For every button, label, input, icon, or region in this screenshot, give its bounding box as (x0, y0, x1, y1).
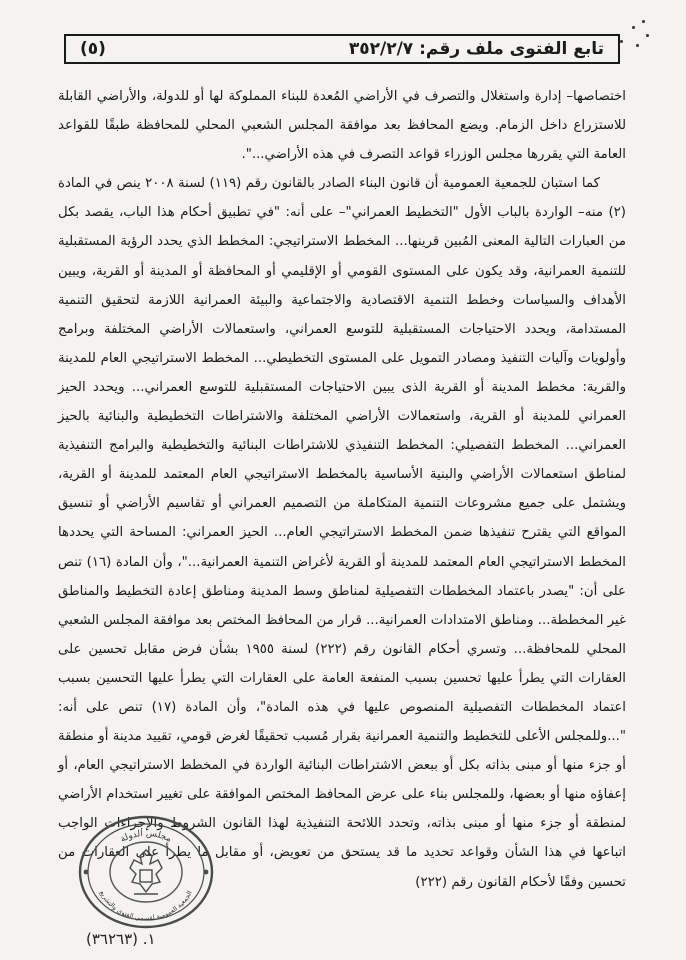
page-number: (٥) (80, 39, 106, 59)
document-serial: ١. (٣٦٢٦٣) (86, 930, 156, 948)
seal-text-top: مجلس الدولة (118, 828, 174, 845)
official-seal (74, 812, 218, 930)
paragraph-2: كما استبان للجمعية العمومية أن قانون البناء الصادر بالقانون رقم (١١٩) لسنة ٢٠٠٨ ينص في المادة (٢) منه– الواردة بالباب الأول "التخطيط العمراني"– على أنه: "في تطبيق أحكام هذا الباب، يقصد بكل من العبارات التالية المعنى المُبين قرينها... المخطط الاستراتيجي: المخطط الذي يحدد الرؤية المستقبلية للتنمية العمرانية، وقد يكون على المستوى القومي أو الإقليمي أو المحافظة أو المدينة أو القرية، ويبين الأهداف والسياسات وخطط التنمية الاقتصادية والاجتماعية والبيئة العمرانية اللازمة لتحقيق التنمية المستدامة، ويحدد الاحتياجات المستقبلية للتوسع العمراني، واستعمالات الأراضي المختلفة وبرامج وأولويات وآليات التنفيذ ومصادر التمويل على المستوى التخطيطي... المخطط الاستراتيجي العام للمدينة والقرية: مخطط المدينة أو القرية الذى يبين الاحتياجات المستقبلية للتوسع العمراني... ويحدد الحيز العمراني للمدينة أو القرية، واستعمالات الأراضي المختلفة والاشتراطات التخطيطية والبنائية بالحيز العمراني... المخطط التفصيلي: المخطط التنفيذي للاشتراطات البنائية والتخطيطية والبرامج التنفيذية لمناطق استعمالات الأراضي والبنية الأساسية بالمخطط الاستراتيجي العام المعتمد للمدينة أو القرية، ويشتمل على جميع مشروعات التنمية المتكاملة من التصميم العمراني أو تقاسيم الأراضي أو تنسيق المواقع التي يقترح تنفيذها ضمن المخطط الاستراتيجي العام... الحيز العمراني: المساحة التي يحددها المخطط الاستراتيجي العام المعتمد للمدينة أو القرية لأغراض التنمية العمرانية..."، وأن المادة (١٦) تنص على أن: "يصدر باعتماد المخططات التفصيلية لمناطق وسط المدينة ومناطق إعادة التخطيط والمناطق غير المخططة... ومناطق الامتدادات العمرانية... قرار من المحافظ المختص بعد موافقة المجلس الشعبي المحلي للمحافظة... وتسري أحكام القانون رقم (٢٢٢) لسنة ١٩٥٥ بشأن فرض مقابل تحسين على العقارات التي يطرأ عليها تحسين بسبب المنفعة العامة على العقارات التي يطرأ عليها التحسين بسبب اعتماد المخططات التفصيلية المنصوص عليها في هذه المادة"، وأن المادة (١٧) تنص على أنه: "...وللمجلس الأعلى للتخطيط والتنمية العمرانية بقرار مُسبب تحقيقًا لغرض قومي، تقييد مدينة أو منطقة أو جزء منها أو مبنى بذاته بكل أو ببعض الاشتراطات البنائية الواردة في المخطط الاستراتيجي العام، أو إعفاؤه منها أو بعضها، وللمجلس بناء على عرض المحافظ المختص الموافقة على تغيير استخدام الأراضي لمنطقة أو جزء منها أو مبنى بذاته، وتحدد اللائحة التنفيذية لهذا القانون الشروط والإجراءات الواجب اتباعها في هذا الشأن وقواعد تحديد ما قد يستحق من تعويض، أو مقابل ما يطرأ على العقارات من تحسين وفقًا لأحكام القانون رقم (٢٢٢) (58, 176, 627, 890)
document-body (58, 82, 626, 897)
header-box (64, 34, 620, 64)
eagle-emblem-icon (130, 850, 162, 894)
seal-text-bottom: الجمعية العمومية لقسمي الفتوى والتشريع (98, 889, 194, 923)
fatwa-file-number: تابع الفتوى ملف رقم: ٣٥٢/٢/٧ (348, 39, 604, 59)
paragraph-1: اختصاصها– إدارة واستغلال والتصرف في الأراضي المُعدة للبناء المملوكة لها أو للدولة، والأراضي القابلة للاستزراع داخل الزمام. ويضع المحافظ بعد موافقة المجلس الشعبي المحلي للمحافظة طبقًا للقواعد العامة التي يقررها مجلس الوزراء قواعد التصرف في هذه الأراضي...". (58, 89, 626, 163)
